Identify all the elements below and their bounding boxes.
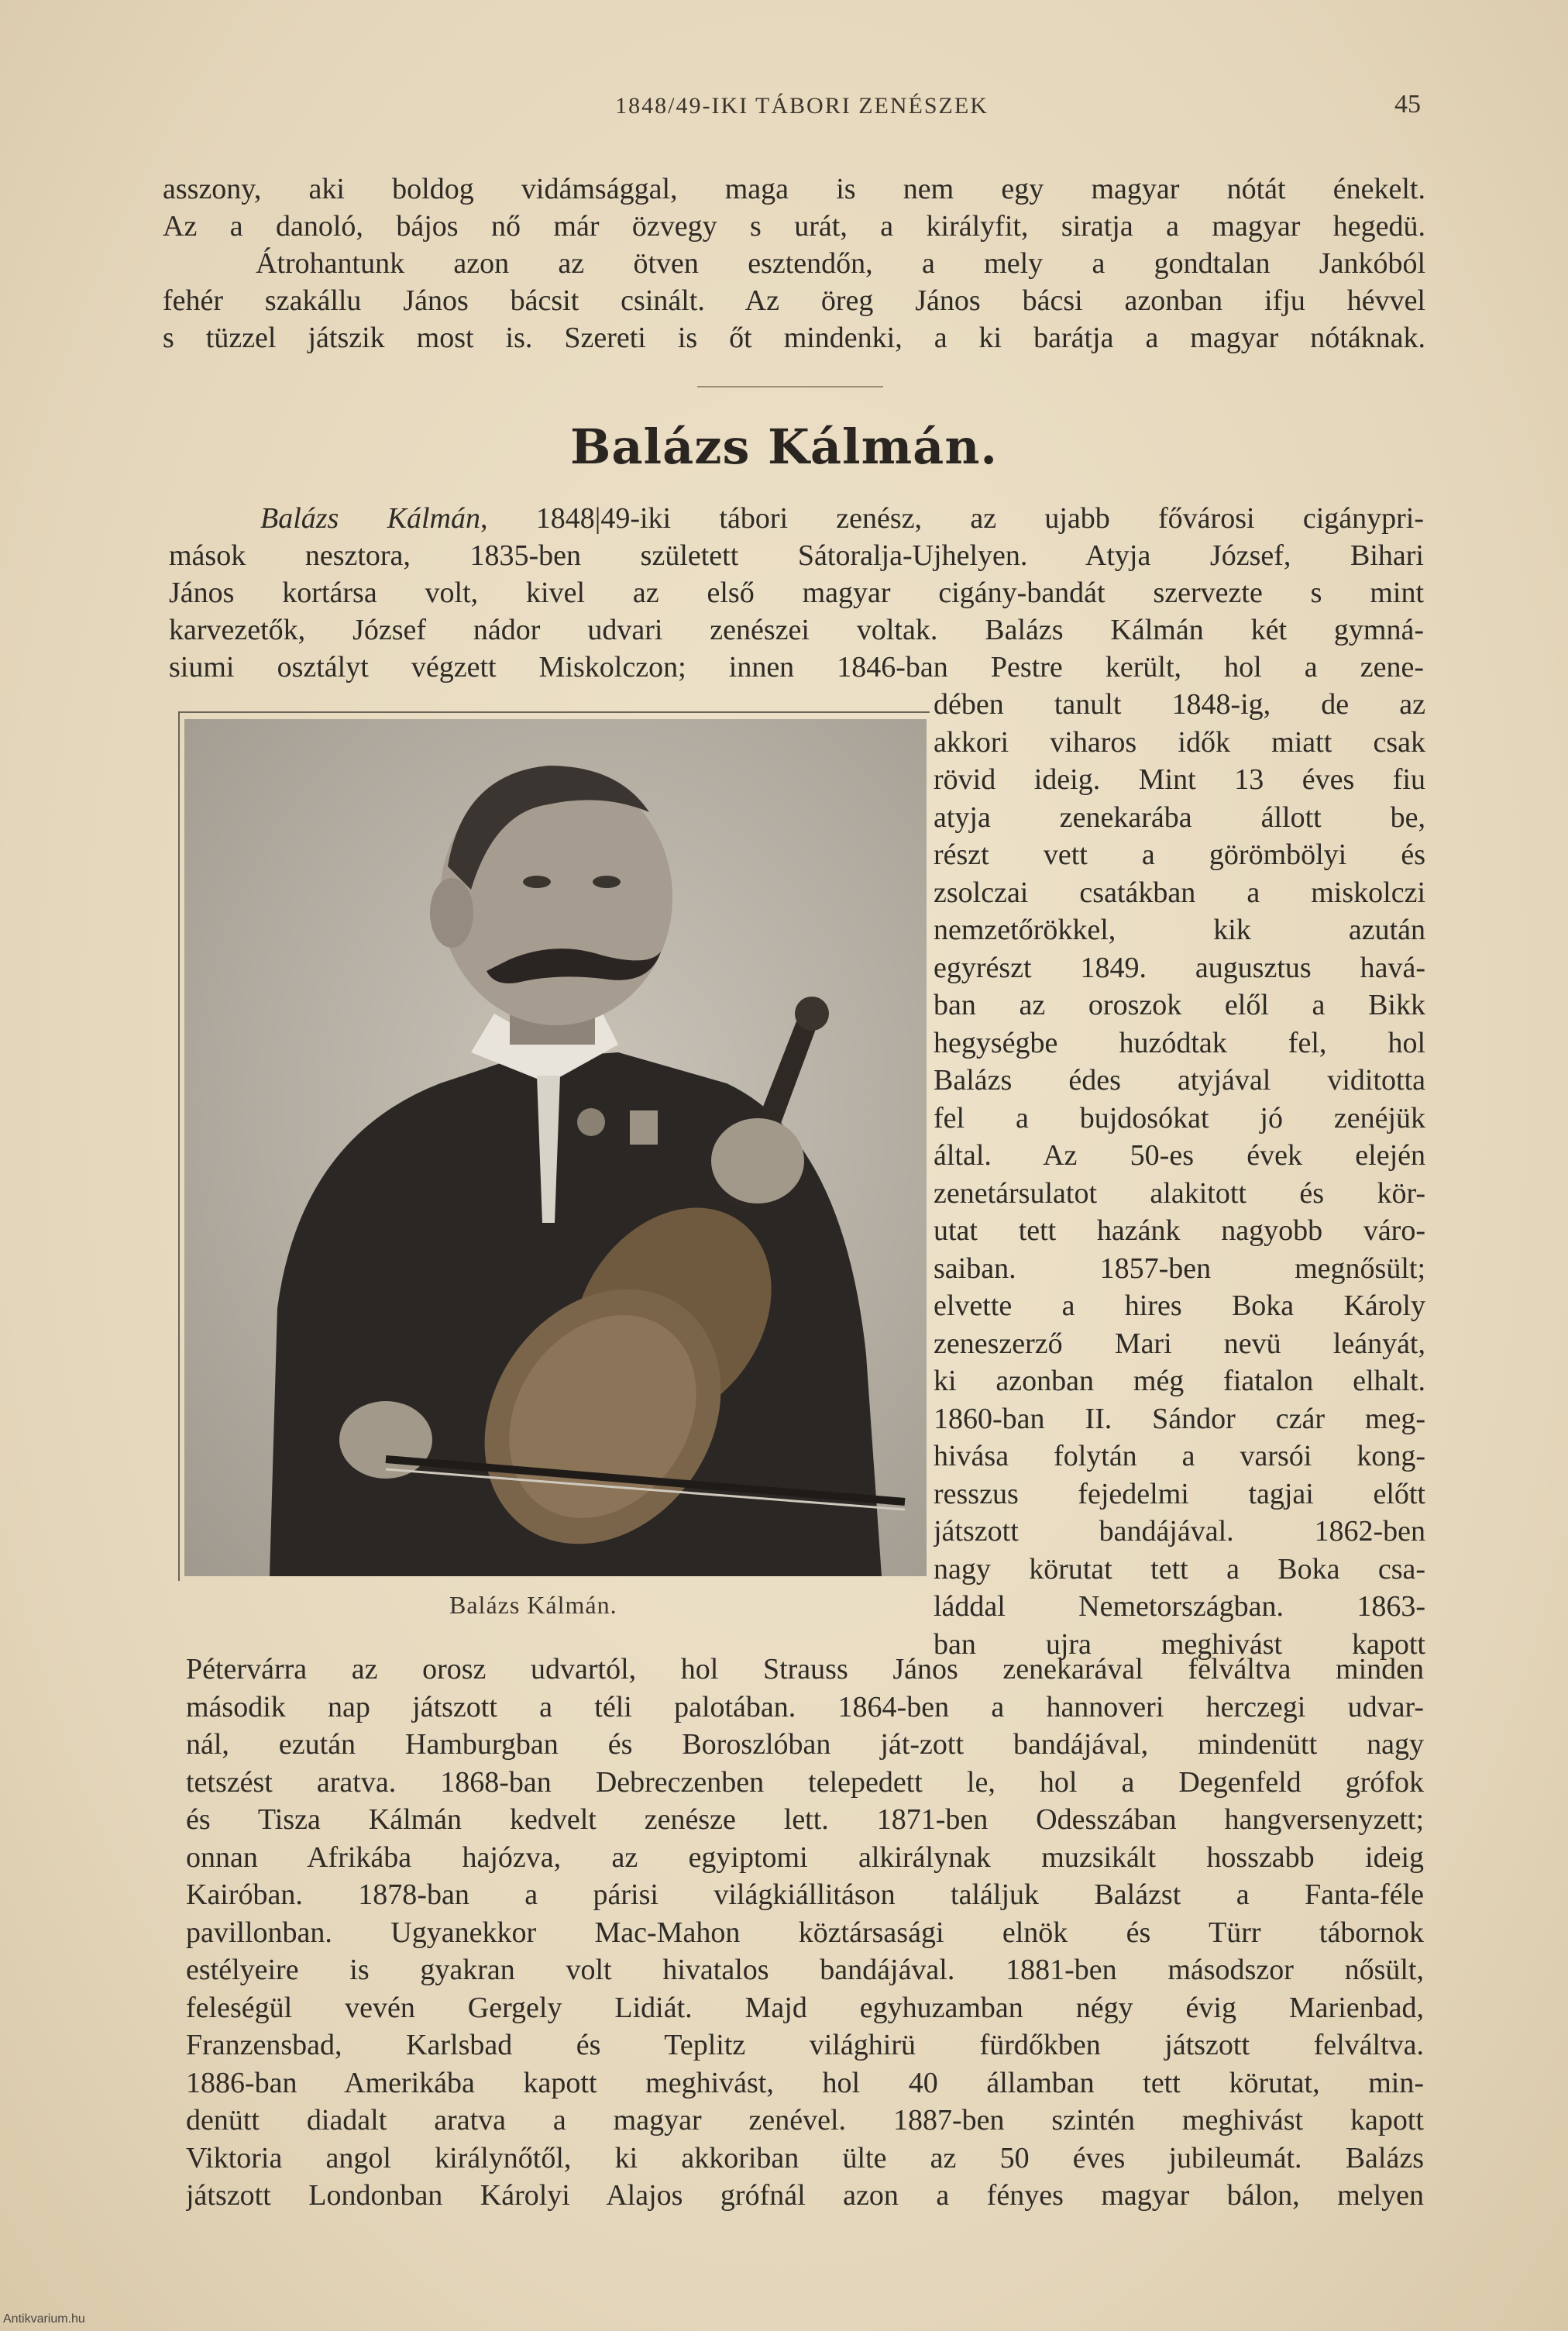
column-line: nemzetőrökkel, kik azután bbox=[934, 914, 1425, 946]
section-heading: Balázs Kálmán. bbox=[569, 418, 999, 475]
bottom-line: Viktoria angol királynőtől, ki akkoriban ülte az 50 éves jubileumát. Balázs bbox=[186, 2141, 1424, 2174]
bio-line-text: , 1848|49-iki tábori zenész, az ujabb fővárosi cigánypri- bbox=[480, 502, 1424, 535]
column-line: resszus fejedelmi tagjai előtt bbox=[934, 1477, 1425, 1510]
bottom-line: és Tisza Kálmán kedvelt zenésze lett. 1871-ben Odesszában hangversenyzett; bbox=[186, 1803, 1424, 1836]
bio-name: Balázs Kálmán bbox=[260, 502, 480, 535]
column-line: fel a bujdosókat jó zenéjük bbox=[934, 1101, 1425, 1135]
column-line: hivása folytán a varsói kong- bbox=[934, 1440, 1425, 1472]
intro-line: Átrohantunk azon az ötven esztendőn, a mely a gondtalan Jankóból bbox=[256, 247, 1425, 280]
bottom-line: Kairóban. 1878-ban a párisi világkiállitáson találjuk Balázst a Fanta-féle bbox=[186, 1878, 1424, 1911]
bottom-line: játszott Londonban Károlyi Alajos grófnál azon a fényes magyar bálon, melyen bbox=[186, 2179, 1424, 2212]
column-line: rövid ideig. Mint 13 éves fiu bbox=[934, 763, 1425, 796]
bottom-line: estélyeire is gyakran volt hivatalos bandájával. 1881-ben másodszor nősült, bbox=[186, 1954, 1424, 1986]
intro-line: s tüzzel játszik most is. Szereti is őt mindenki, a ki barátja a magyar nótáknak. bbox=[163, 322, 1425, 354]
bottom-line: második nap játszott a téli palotában. 1864-ben a hannoveri herczegi udvar- bbox=[186, 1690, 1424, 1723]
bottom-line: nál, ezután Hamburgban és Boroszlóban ját-zott bandájával, mindenütt nagy bbox=[186, 1728, 1424, 1761]
intro-line: asszony, aki boldog vidámsággal, maga is nem egy magyar nótát énekelt. bbox=[163, 173, 1425, 205]
column-line: részt vett a görömbölyi és bbox=[934, 838, 1425, 871]
column-line: zeneszerző Mari nevü leányát, bbox=[934, 1327, 1425, 1360]
bio-line: siumi osztályt végzett Miskolczon; innen 1846-ban Pestre került, hol a zene- bbox=[169, 651, 1424, 683]
column-line: zsolczai csatákban a miskolczi bbox=[934, 876, 1425, 909]
bottom-line: Franzensbad, Karlsbad és Teplitz világhirü fürdőkben játszott felváltva. bbox=[186, 2029, 1424, 2061]
bottom-line: denütt diadalt aratva a magyar zenével. 1887-ben szintén meghivást kapott bbox=[186, 2104, 1424, 2136]
column-line: akkori viharos idők miatt csak bbox=[934, 725, 1425, 759]
bottom-line: Pétervárra az orosz udvartól, hol Strauss János zenekarával felváltva minden bbox=[186, 1653, 1424, 1685]
bottom-line: 1886-ban Amerikába kapott meghivást, hol 40 államban tett körutat, min- bbox=[186, 2066, 1424, 2099]
column-line: ban ujra meghivást kapott bbox=[934, 1627, 1425, 1661]
bottom-line: tetszést aratva. 1868-ban Debreczenben telepedett le, hol a Degenfeld grófok bbox=[186, 1765, 1424, 1799]
section-divider bbox=[697, 386, 883, 387]
column-line: láddal Nemetországban. 1863- bbox=[934, 1590, 1425, 1623]
intro-paragraph bbox=[163, 170, 1425, 356]
column-line: ki azonban még fiatalon elhalt. bbox=[934, 1365, 1425, 1397]
column-line: nagy körutat tett a Boka csa- bbox=[934, 1552, 1425, 1586]
photo-caption: Balázs Kálmán. bbox=[449, 1591, 617, 1619]
intro-line: fehér szakállu János bácsit csinált. Az öreg János bácsi azonban ifju hévvel bbox=[163, 284, 1425, 317]
bottom-line: feleségül vevén Gergely Lidiát. Majd egyhuzamban négy évig Marienbad, bbox=[186, 1991, 1424, 2024]
column-line: saiban. 1857-ben megnősült; bbox=[934, 1252, 1425, 1285]
column-line: által. Az 50-es évek elején bbox=[934, 1139, 1425, 1172]
bio-first-line bbox=[169, 500, 1424, 537]
bio-line: mások nesztora, 1835-ben született Sátoralja-Ujhelyen. Atyja József, Bihari bbox=[169, 539, 1424, 572]
column-line: játszott bandájával. 1862-ben bbox=[934, 1515, 1425, 1548]
column-line: egyrészt 1849. augusztus havá- bbox=[934, 951, 1425, 984]
right-column-text bbox=[934, 686, 1425, 1663]
column-line: ban az oroszok elől a Bikk bbox=[934, 989, 1425, 1021]
bottom-line: pavillonban. Ugyanekkor Mac-Mahon köztársasági elnök és Türr tábornok bbox=[186, 1916, 1424, 1949]
column-line: 1860-ban II. Sándor czár meg- bbox=[934, 1402, 1425, 1435]
bottom-line: onnan Afrikába hajózva, az egyiptomi alkirálynak muzsikált hosszabb ideig bbox=[186, 1840, 1424, 1874]
page-number: 45 bbox=[1394, 90, 1421, 119]
column-line: zenetársulatot alakitott és kör- bbox=[934, 1176, 1425, 1210]
column-line: hegységbe huzódtak fel, hol bbox=[934, 1026, 1425, 1059]
column-line: atyja zenekarába állott be, bbox=[934, 801, 1425, 834]
portrait-photo bbox=[184, 719, 927, 1576]
watermark: Antikvarium.hu bbox=[3, 2312, 85, 2326]
column-line: Balázs édes atyjával viditotta bbox=[934, 1064, 1425, 1097]
bio-line: János kortársa volt, kivel az első magyar cigány-bandát szervezte s mint bbox=[169, 577, 1424, 609]
running-head: 1848/49-IKI TÁBORI ZENÉSZEK bbox=[615, 93, 989, 119]
bottom-paragraph bbox=[186, 1651, 1424, 2215]
column-line: utat tett hazánk nagyobb váro- bbox=[934, 1214, 1425, 1247]
bio-line: karvezetők, József nádor udvari zenészei voltak. Balázs Kálmán két gymná- bbox=[169, 614, 1424, 646]
column-line: dében tanult 1848-ig, de az bbox=[934, 688, 1425, 721]
bio-opening bbox=[169, 500, 1424, 686]
intro-line: Az a danoló, bájos nő már özvegy s urát, a királyfit, siratja a magyar hegedü. bbox=[163, 210, 1425, 243]
column-line: elvette a hires Boka Károly bbox=[934, 1289, 1425, 1322]
